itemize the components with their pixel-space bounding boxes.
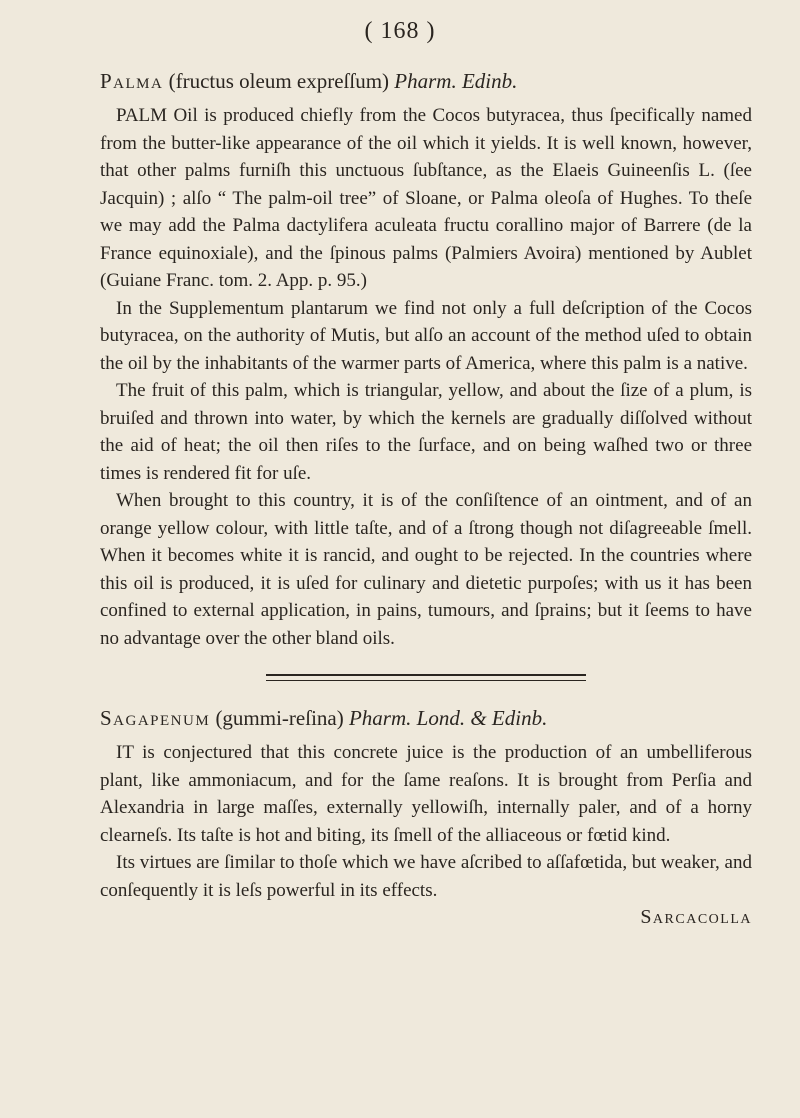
paragraph: In the Supplementum plantarum we find not only a full deſcription of the Cocos butyracea, on the authority of Mutis, but alſo an account of the method uſed to obtain the oil by the inhabitants of the warmer parts of America, where this palm is a native.: [100, 297, 752, 374]
section-divider: [266, 674, 586, 681]
entry-source: Pharm. Edinb.: [394, 69, 518, 93]
paragraph: When brought to this country, it is of the conſiſtence of an ointment, and of an orange yellow colour, with little taſte, and of a ſtrong though not diſagreeable ſmell. When it becomes white it is rancid, and ought to be rejected. In the countries where this oil is produced, it is uſed for culinary and dietetic purpoſes; with us it has been confined to external application, in pains, tumours, and ſprains; but it ſeems to have no advantage over the other bland oils.: [100, 490, 752, 649]
entry-head: Palma: [100, 69, 164, 93]
entry-description: (gummi-reſina): [215, 706, 344, 730]
entry-source: Pharm. Lond. & Edinb.: [348, 706, 548, 730]
entry-title-palma: [100, 66, 752, 96]
entry-head: Sagapenum: [100, 706, 211, 730]
entry-title-sagapenum: [100, 703, 752, 733]
paragraph: Its virtues are ſimilar to thoſe which we have aſcribed to aſſafœtida, but weaker, and conſequently it is leſs powerful in its effects.: [100, 852, 752, 901]
paragraph: The fruit of this palm, which is triangular, yellow, and about the ſize of a plum, is bruiſed and thrown into water, by which the kernels are gradually diſſolved without the aid of heat; the oil then riſes to the ſurface, and on being waſhed two or three times is rendered fit for uſe.: [100, 380, 752, 484]
paragraph: PALM Oil is produced chiefly from the Cocos butyracea, thus ſpecifically named from the butter-like appearance of the oil which it yields. It is well known, however, that other palms furniſh this unctuous ſubſtance, as the Elaeis Guineenſis L. (ſee Jacquin) ; alſo “ The palm-oil tree” of Sloane, or Palma oleoſa of Hughes. To theſe we may add the Palma dactylifera aculeata fructu corallino major of Barrere (de la France equinoxiale), and the ſpinous palms (Palmiers Avoira) mentioned by Aublet (Guiane Franc. tom. 2. App. p. 95.): [100, 105, 752, 291]
catchword: Sarcacolla: [640, 906, 752, 928]
paragraph: IT is conjectured that this concrete juice is the production of an umbelliferous plant, like ammoniacum, and for the ſame reaſons. It is brought from Perſia and Alexandria in large maſſes, externally yellowiſh, internally paler, and of a horny clearneſs. Its taſte is hot and biting, its ſmell of the alliaceous or fœtid kind.: [100, 742, 752, 846]
page-number: ( 168 ): [364, 18, 436, 44]
entry-description: (fructus oleum expreſſum): [168, 69, 390, 93]
page-content: [100, 66, 752, 929]
